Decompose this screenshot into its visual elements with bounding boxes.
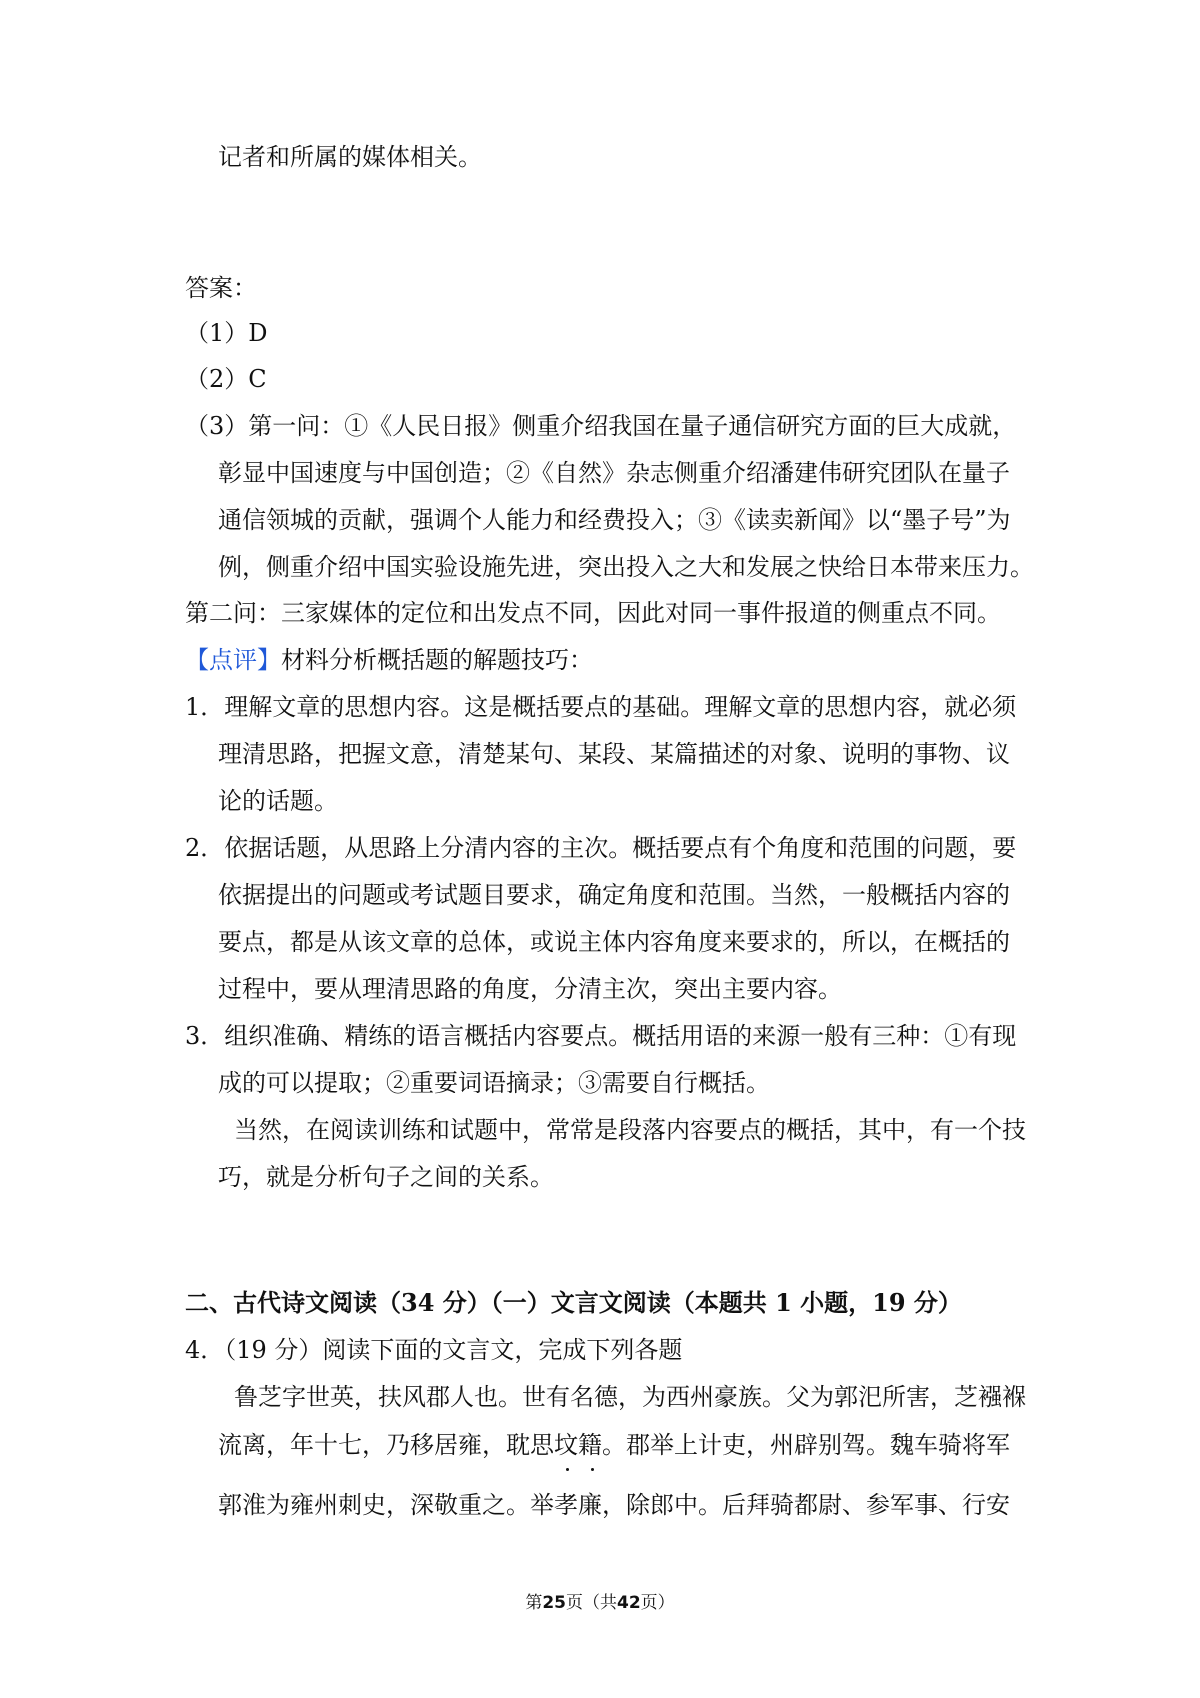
text-line: 当然，在阅读训练和试题中，常常是段落内容要点的概括，其中，有一个技 xyxy=(234,1116,1026,1144)
footer-prefix: 第 xyxy=(525,1593,543,1613)
section-heading: 二、古代诗文阅读（34 分）（一）文言文阅读（本题共 1 小题，19 分） xyxy=(185,1288,962,1317)
question-title: 4．（19 分）阅读下面的文言文，完成下列各题 xyxy=(185,1336,683,1364)
tip-item-1: 1．理解文章的思想内容。这是概括要点的基础。理解文章的思想内容，就必须 xyxy=(185,693,1017,721)
answer-item-3: （3）第一问：①《人民日报》侧重介绍我国在量子通信研究方面的巨大成就， xyxy=(185,412,1017,440)
text-line: 巧，就是分析句子之间的关系。 xyxy=(218,1163,554,1191)
footer-middle: 页（共 xyxy=(566,1593,617,1613)
text-line: 鲁芝字世英，扶风郡人也。世有名德，为西州豪族。父为郭汜所害，芝襁褓 xyxy=(234,1383,1026,1411)
tip-item-3: 3．组织准确、精练的语言概括内容要点。概括用语的来源一般有三种：①有现 xyxy=(185,1022,1017,1050)
comment-line xyxy=(185,645,593,675)
text-line: 论的话题。 xyxy=(218,787,338,815)
tip-item-2: 2．依据话题，从思路上分清内容的主次。概括要点有个角度和范围的问题，要 xyxy=(185,834,1017,862)
text-line: 彰显中国速度与中国创造；②《自然》杂志侧重介绍潘建伟研究团队在量子 xyxy=(218,459,1010,487)
footer-suffix: 页） xyxy=(640,1593,675,1613)
text-line: 记者和所属的媒体相关。 xyxy=(218,143,482,171)
text-line: 例，侧重介绍中国实验设施先进，突出投入之大和发展之快给日本带来压力。 xyxy=(218,553,1034,581)
answer-heading: 答案： xyxy=(185,274,257,302)
text-line: 郭淮为雍州刺史，深敬重之。举孝廉，除郎中。后拜骑都尉、参军事、行安 xyxy=(218,1491,1010,1519)
comment-tag: 【点评】 xyxy=(185,646,281,674)
page-footer xyxy=(0,1591,1200,1615)
text-line: 第二问：三家媒体的定位和出发点不同，因此对同一事件报道的侧重点不同。 xyxy=(185,599,1001,627)
text-line: 理清思路，把握文意，清楚某句、某段、某篇描述的对象、说明的事物、议 xyxy=(218,740,1010,768)
text-line: 流离，年十七，乃移居雍，耽思坟籍。郡举上计吏，州辟别驾。魏车骑将军 xyxy=(218,1431,1010,1459)
text-line: 通信领城的贡献，强调个人能力和经费投入；③《读卖新闻》以“墨子号”为 xyxy=(218,506,1011,534)
emphasis-dot xyxy=(591,1468,594,1471)
text-line: 依据提出的问题或考试题目要求，确定角度和范围。当然，一般概括内容的 xyxy=(218,881,1010,909)
emphasis-dot xyxy=(566,1468,569,1471)
comment-text: 材料分析概括题的解题技巧： xyxy=(281,646,593,674)
answer-item-1: （1）D xyxy=(185,319,268,347)
text-line: 过程中，要从理清思路的角度，分清主次，突出主要内容。 xyxy=(218,975,842,1003)
footer-page-number: 25 xyxy=(542,1593,566,1613)
answer-item-2: （2）C xyxy=(185,365,267,393)
text-line: 要点，都是从该文章的总体，或说主体内容角度来要求的，所以，在概括的 xyxy=(218,928,1010,956)
footer-total-pages: 42 xyxy=(617,1593,641,1613)
text-line: 成的可以提取；②重要词语摘录；③需要自行概括。 xyxy=(218,1069,770,1097)
